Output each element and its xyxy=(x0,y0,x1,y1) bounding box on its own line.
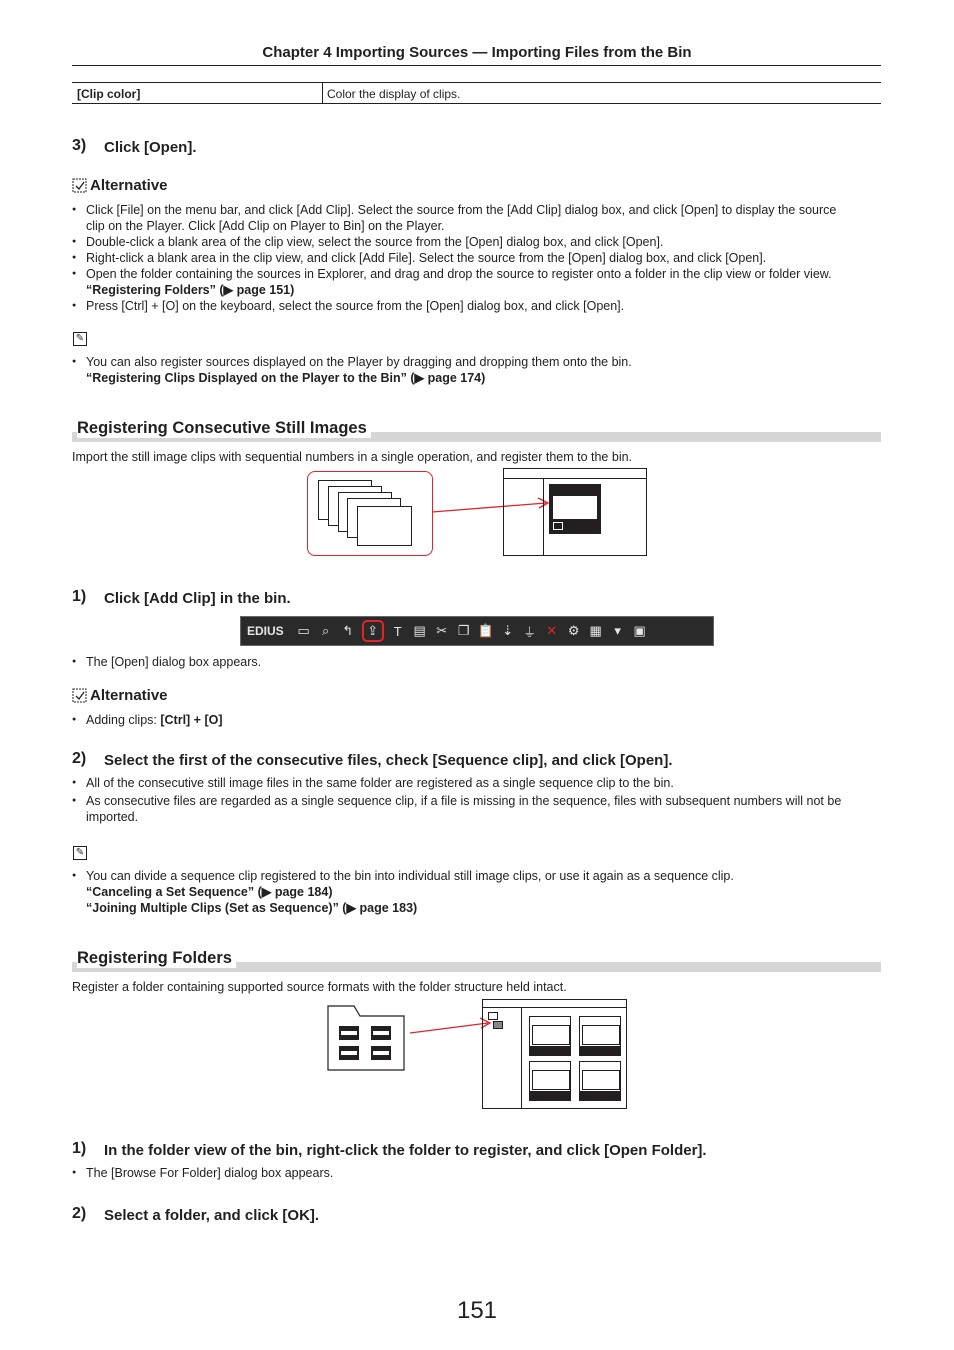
step-text: Select a folder, and click [OK]. xyxy=(104,1207,320,1224)
list-item-continuation: imported. xyxy=(86,810,139,824)
bin-toolbar xyxy=(240,616,714,646)
section-heading xyxy=(72,419,881,442)
still-image-frame xyxy=(357,506,412,546)
header-rule xyxy=(72,65,881,66)
section-title: Registering Consecutive Still Images xyxy=(77,419,371,438)
add-clip-icon[interactable]: ⇪ xyxy=(362,620,384,642)
alternative-icon xyxy=(72,688,87,703)
clip-thumbnail xyxy=(529,1016,571,1056)
clip-thumbnail xyxy=(529,1061,571,1101)
note-list xyxy=(72,354,881,386)
source-folder-icon xyxy=(327,1005,407,1071)
clip-thumbnail xyxy=(579,1016,621,1056)
note-list xyxy=(72,868,881,916)
step-text: Click [Open]. xyxy=(104,139,197,156)
section-title: Registering Folders xyxy=(77,949,236,968)
folder-icon xyxy=(488,1012,498,1020)
step-text: In the folder view of the bin, right-click the folder to register, and click [Open Folder]. xyxy=(104,1142,707,1159)
cut-icon[interactable]: ✂ xyxy=(436,623,448,638)
list-item: ● The [Browse For Folder] dialog box appears. xyxy=(72,1165,333,1181)
properties-icon[interactable]: ⚙ xyxy=(567,623,580,638)
note-icon: ✎ xyxy=(73,332,87,346)
table-value: Color the display of clips. xyxy=(327,87,461,101)
list-item xyxy=(72,712,223,728)
list-item: ● The [Open] dialog box appears. xyxy=(72,654,261,670)
sequence-clip-thumbnail xyxy=(549,484,601,534)
app-logo: EDIUS xyxy=(247,624,284,638)
table-key: [Clip color] xyxy=(77,87,141,101)
color-bars-icon[interactable]: ▤ xyxy=(413,623,426,638)
sequence-clip-icon xyxy=(553,522,563,530)
table-divider xyxy=(322,83,323,103)
list-item: ● You can also register sources displayed on the Player by dragging and dropping them onto the bin. xyxy=(72,354,881,370)
delete-icon[interactable]: ✕ xyxy=(546,623,558,638)
step-number: 2) xyxy=(72,750,87,767)
folder-view-icon[interactable]: ▭ xyxy=(297,623,310,638)
cross-reference-link[interactable]: “Joining Multiple Clips (Set as Sequence)” (▶ page 183) xyxy=(86,901,418,915)
chevron-down-icon[interactable]: ▾ xyxy=(614,623,621,638)
alternative-list xyxy=(72,202,881,314)
page-number: 151 xyxy=(456,1297,498,1324)
shortcut-keys: [Ctrl] + [O] xyxy=(160,713,223,727)
add-to-timeline-icon[interactable]: ⏚ xyxy=(523,624,537,640)
alternative-heading xyxy=(72,177,168,194)
arrow-icon xyxy=(408,1015,492,1037)
search-icon[interactable]: ⌕ xyxy=(322,623,330,638)
step-result xyxy=(72,1165,333,1181)
bin-window xyxy=(482,999,627,1109)
cross-reference-link[interactable]: “Registering Folders” (▶ page 151) xyxy=(86,283,295,297)
list-item: ● Double-click a blank area of the clip view, select the source from the [Open] dialog box, and click [Open]. xyxy=(72,234,881,250)
section-intro: Import the still image clips with sequential numbers in a single operation, and register them to the bin. xyxy=(72,450,633,464)
cross-reference-link[interactable]: “Registering Clips Displayed on the Player to the Bin” (▶ page 174) xyxy=(86,371,486,385)
shortcut-prefix: Adding clips: xyxy=(86,713,161,727)
alternative-heading xyxy=(72,687,168,704)
step-number: 2) xyxy=(72,1205,87,1222)
show-in-player-icon[interactable]: ⇣ xyxy=(502,623,514,638)
reference-table xyxy=(72,82,881,104)
title-icon[interactable]: T xyxy=(393,623,402,639)
clip-thumbnail xyxy=(579,1061,621,1101)
paste-icon[interactable]: 📋 xyxy=(477,623,494,638)
view-mode-icon[interactable]: ▦ xyxy=(589,623,602,638)
section-intro: Register a folder containing supported source formats with the folder structure held intact. xyxy=(72,980,567,994)
section-heading xyxy=(72,949,881,972)
cross-reference-link[interactable]: “Canceling a Set Sequence” (▶ page 184) xyxy=(86,885,333,899)
step-text: Click [Add Clip] in the bin. xyxy=(104,590,291,607)
step-number: 1) xyxy=(72,588,87,605)
alternative-icon xyxy=(72,178,87,193)
list-item: ● Right-click a blank area in the clip view, and click [Add File]. Select the source from the [Open] dialog box, and click [Open]. xyxy=(72,250,881,266)
step-number: 3) xyxy=(72,137,87,154)
step-text: Select the first of the consecutive files, check [Sequence clip], and click [Open]. xyxy=(104,752,673,769)
step-result xyxy=(72,654,261,670)
list-item: ● Open the folder containing the sources in Explorer, and drag and drop the source to register onto a folder in the clip view or folder view. xyxy=(72,266,881,282)
list-item: ● All of the consecutive still image files in the same folder are registered as a single sequence clip to the bin. xyxy=(72,775,881,791)
step-details xyxy=(72,775,881,825)
list-item-continuation: clip on the Player. Click [Add Clip on Player to Bin] on the Player. xyxy=(86,219,445,233)
bin-window-icon[interactable]: ▣ xyxy=(633,623,646,638)
alternative-label: Alternative xyxy=(90,177,168,194)
alternative-list xyxy=(72,712,223,728)
alternative-label: Alternative xyxy=(90,687,168,704)
list-item: ● Press [Ctrl] + [O] on the keyboard, select the source from the [Open] dialog box, and click [Open]. xyxy=(72,298,881,314)
chapter-header: Chapter 4 Importing Sources — Importing Files from the Bin xyxy=(262,44,692,61)
bin-window xyxy=(503,468,647,556)
folder-icon xyxy=(493,1021,503,1029)
list-item: ● You can divide a sequence clip registered to the bin into individual still image clips, or use it again as a sequence clip. xyxy=(72,868,881,884)
list-item: ● As consecutive files are regarded as a single sequence clip, if a file is missing in the sequence, files with subsequent numbers will not be xyxy=(72,793,881,809)
list-item: ● Click [File] on the menu bar, and click [Add Clip]. Select the source from the [Add Clip] dialog box, and click [Open] to display the source xyxy=(72,202,881,218)
copy-icon[interactable]: ❐ xyxy=(457,623,470,638)
note-icon: ✎ xyxy=(73,846,87,860)
up-folder-icon[interactable]: ↰ xyxy=(342,623,354,638)
step-number: 1) xyxy=(72,1140,87,1157)
